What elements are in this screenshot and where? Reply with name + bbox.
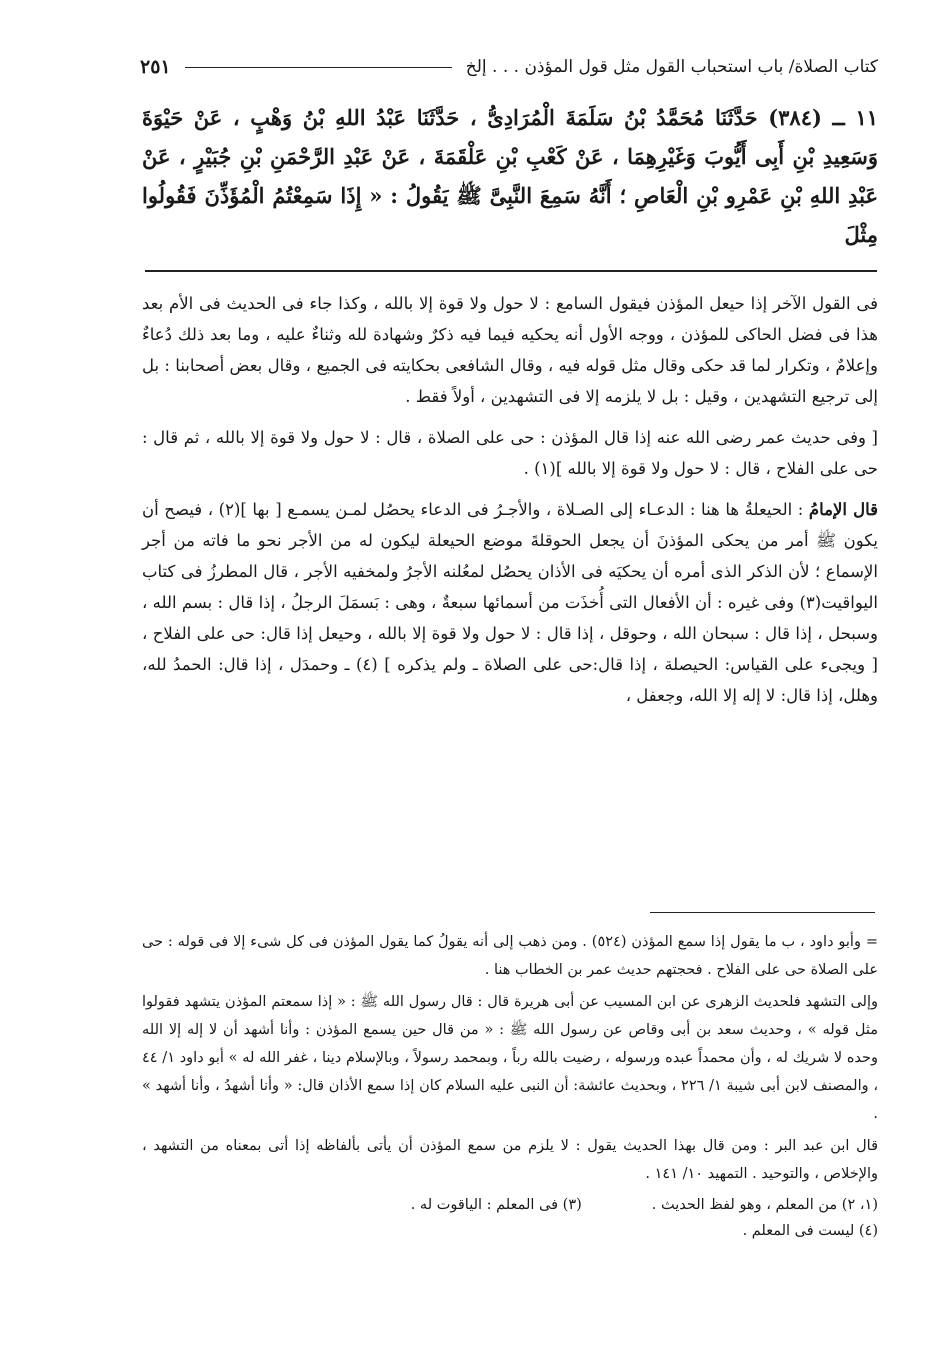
header-rule (185, 67, 452, 68)
footnote-continued: = وأبو داود ، ب ما يقول إذا سمع المؤذن (٥٢٤) . ومن ذهب إلى أنه يقولُ كما يقول المؤذن فى كل شىء إلا فى قوله : حى على الصلاة حى على الفلاح . فحجتهم حديث عمر بن الخطاب هنا . (142, 934, 878, 978)
hadith-text: ١١ ــ (٣٨٤) حَدَّثَنَا مُحَمَّدُ بْنُ سَلَمَةَ الْمُرَادِىُّ ، حَدَّثَنَا عَبْدُ اللهِ بْنُ وَهْبٍ ، عَنْ حَيْوَةَ وَسَعِيدِ بْنِ أَبِى أَيُّوبَ وَغَيْرِهِمَا ، عَنْ كَعْبِ بْنِ عَلْقَمَةَ ، عَنْ عَبْدِ الرَّحْمَنِ بْنِ جُبَيْرٍ ، عَنْ عَبْدِ اللهِ بْنِ عَمْرِو بْنِ الْعَاصِ ؛ أَنَّهُ سَمِعَ النَّبِىَّ ﷺ يَقُولُ : « إِذَا سَمِعْتُمُ الْمُؤَذِّنَ فَقُولُوا مِثْلَ (142, 105, 878, 247)
commentary-paragraph-2: [ وفى حديث عمر رضى الله عنه إذا قال المؤذن : حى على الصلاة ، قال : لا حول ولا قوة إلا بالله ، ثم قال : حى على الفلاح ، قال : لا حول ولا قوة إلا بالله ](١) . (142, 428, 878, 478)
page-number: ٢٥١ (140, 56, 171, 78)
text-separator-rule (145, 270, 877, 272)
running-header (140, 52, 878, 82)
imam-text: : الحيعلةُ ها هنا : الدعـاء إلى الصـلاة ، والأجـرُ فى الدعاء يحصُل لمـن يسمـع [ بها ](٢) ، فيصح أن يكون ﷺ أمر من يحكى المؤذنَ أن يجعل الحوقلةَ موضع الحيعلة ليكون له من الأجر نحو ما فاته من أجر الإسماع ؛ لأن الذكر الذى أمره أن يحكيَه فى الأذان يحصُل لمعُلنه الأجرُ ولمخفيه الأجر ، قال المطرزُ فى كتاب اليواقيت(٣) وفى غيره : أن الأفعال التى أُخذَت من أسمائها سبعةٌ ، وهى : بَسمَلَ الرجلُ ، إذا قال : بسم الله ، وسبحل ، إذا قال : سبحان الله ، وحوقل ، إذا قال : لا حول ولا قوة إلا بالله ، وحيعل إذا قال: حى على الفلاح ، [ ويجىء على القياس: الحيصلة ، إذا قال:حى على الصلاة ـ ولم يذكره ] (٤) ـ وحمدَل ، إذا قال: الحمدُ لله، وهلل، إذا قال: لا إله إلا الله، وجعفل ، (142, 500, 878, 705)
footnote-ibn-abd-al-barr: قال ابن عبد البر : ومن قال بهذا الحديث يقول : لا يلزم من سمع المؤذن أن يأتى بألفاظه إذا أتى بمعناه من التشهد ، والإخلاص ، والتوحيد . التمهيد ١٠/ ١٤١ . (142, 1138, 878, 1182)
footnotes (142, 928, 878, 1244)
chapter-title: كتاب الصلاة/ باب استحباب القول مثل قول المؤذن . . . إلخ (465, 57, 878, 77)
footnote-4: (٤) ليست فى المعلم . (742, 1223, 878, 1239)
footnote-rule (650, 912, 875, 913)
commentary-paragraph-1: فى القول الآخر إذا حيعل المؤذن فيقول السامع : لا حول ولا قوة إلا بالله ، وكذا جاء فى الحديث فى الأم بعد هذا فى فضل الحاكى للمؤذن ، ووجه الأول أنه يحكيه فيما فيه ذكرٌ وشهادة لله وثناءٌ عليه ، وما بعد ذلك دُعاءٌ وإعلامٌ ، وتكرار لما قد حكى وقال مثل قوله فيه ، وقال الشافعى بحكايته فى الجميع ، وقال بعض أصحابنا : بل إلى ترجيع التشهدين ، وقيل : بل لا يلزمه إلا فى التشهدين ، أولاً فقط . (142, 294, 878, 406)
footnote-tashahhud: وإلى التشهد فلحديث الزهرى عن ابن المسيب عن أبى هريرة قال : قال رسول الله ﷺ : « إذا سمعتم المؤذن يتشهد فقولوا مثل قوله » ، وحديث سعد بن أبى وقاص عن رسول الله ﷺ : « من قال حين يسمع المؤذن : وأنا أشهد أن لا إله إلا الله وحده لا شريك له ، وأن محمداً عبده ورسوله ، رضيت بالله رباً ، وبمحمد رسولاً ، وبالإسلام دينا ، غفر الله له » أبو داود ١/ ٤٤ ، والمصنف لابن أبى شيبة ١/ ٢٢٦ ، وبحديث عائشة: أن النبى عليه السلام كان إذا سمع الأذان قال: « وأنا أشهدُ ، وأنا أشهد » . (142, 994, 879, 1122)
footnote-row (142, 1192, 878, 1218)
footnote-1-2: (١، ٢) من المعلم ، وهو لفظ الحديث . (651, 1197, 878, 1213)
commentary (142, 288, 878, 721)
imam-lead: قال الإمامُ (808, 500, 878, 519)
commentary-paragraph-3 (142, 494, 878, 711)
footnote-3: (٣) فى المعلم : الياقوت له . (410, 1197, 582, 1213)
footnote-row (142, 1218, 878, 1244)
